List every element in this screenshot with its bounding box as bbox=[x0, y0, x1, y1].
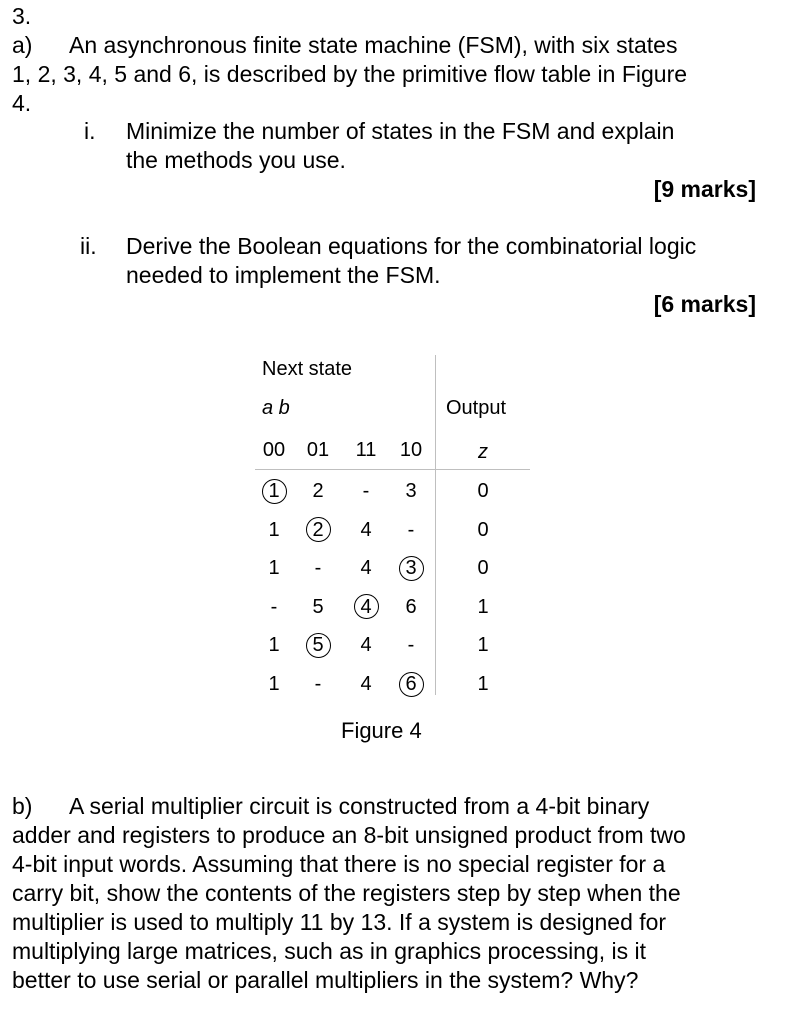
next-state-cell: - bbox=[270, 595, 278, 618]
stable-state-cell: 3 bbox=[405, 557, 417, 580]
output-header: Output bbox=[446, 397, 507, 419]
column-header: 01 bbox=[306, 439, 330, 461]
next-state-cell: 2 bbox=[312, 480, 324, 502]
part-a-line-2: 1, 2, 3, 4, 5 and 6, is described by the primitive flow table in Figure bbox=[12, 61, 688, 87]
table-horizontal-rule bbox=[255, 469, 530, 470]
next-state-cell: - bbox=[314, 557, 322, 580]
part-b-line-3: 4-bit input words. Assuming that there is no special register for a bbox=[12, 851, 666, 877]
next-state-cell: 1 bbox=[268, 673, 280, 695]
column-header: 10 bbox=[399, 439, 423, 461]
stable-state-cell: 1 bbox=[268, 480, 280, 502]
next-state-cell: 1 bbox=[268, 634, 280, 657]
next-state-cell: 1 bbox=[268, 557, 280, 580]
next-state-cell: 5 bbox=[312, 595, 324, 618]
next-state-cell: - bbox=[314, 673, 322, 695]
part-b-line-5: multiplier is used to multiply 11 by 13. If a system is designed for bbox=[12, 909, 667, 935]
next-state-cell: - bbox=[407, 634, 415, 657]
part-b-line-4: carry bit, show the contents of the registers step by step when the bbox=[12, 880, 681, 906]
figure-caption: Figure 4 bbox=[341, 718, 422, 743]
output-cell: 0 bbox=[477, 480, 489, 502]
stable-state-circle bbox=[399, 672, 424, 697]
stable-state-circle bbox=[354, 594, 379, 619]
next-state-cell: 6 bbox=[405, 595, 417, 618]
output-cell: 0 bbox=[477, 557, 489, 580]
sub-ii-line-2: needed to implement the FSM. bbox=[126, 262, 441, 288]
part-b-line-1: A serial multiplier circuit is constructed from a 4-bit binary bbox=[69, 793, 650, 819]
output-cell: 0 bbox=[477, 518, 489, 541]
sub-ii-marks: [6 marks] bbox=[653, 291, 756, 317]
part-a-line-1: An asynchronous finite state machine (FSM), with six states bbox=[69, 32, 678, 58]
stable-state-circle bbox=[399, 556, 424, 581]
column-header: 11 bbox=[355, 439, 377, 461]
part-a-line-3: 4. bbox=[12, 90, 32, 116]
next-state-cell: 4 bbox=[360, 634, 372, 657]
part-b-line-6: multiplying large matrices, such as in graphics processing, is it bbox=[12, 938, 647, 964]
question-number: 3. bbox=[12, 3, 32, 29]
output-cell: 1 bbox=[477, 595, 489, 618]
stable-state-cell: 4 bbox=[360, 595, 372, 618]
next-state-cell: 3 bbox=[405, 480, 417, 502]
table-vertical-rule bbox=[435, 355, 436, 695]
stable-state-cell: 5 bbox=[312, 634, 324, 657]
output-cell: 1 bbox=[477, 634, 489, 657]
sub-i-line-1: Minimize the number of states in the FSM and explain bbox=[126, 118, 675, 144]
stable-state-circle bbox=[306, 517, 331, 542]
column-header: 00 bbox=[262, 439, 286, 461]
stable-state-circle bbox=[262, 479, 287, 504]
next-state-cell: - bbox=[362, 480, 370, 502]
inputs-label: a b bbox=[262, 397, 290, 419]
next-state-label: Next state bbox=[262, 358, 353, 380]
next-state-cell: - bbox=[407, 518, 415, 541]
stable-state-cell: 2 bbox=[312, 518, 324, 541]
stable-state-cell: 6 bbox=[405, 673, 417, 695]
output-variable: z bbox=[478, 441, 488, 463]
sub-ii-line-1: Derive the Boolean equations for the combinatorial logic bbox=[126, 233, 697, 259]
next-state-cell: 4 bbox=[360, 557, 372, 580]
part-b-line-7: better to use serial or parallel multipliers in the system? Why? bbox=[12, 967, 639, 993]
next-state-cell: 4 bbox=[360, 518, 372, 541]
sub-i-marks: [9 marks] bbox=[653, 176, 756, 202]
stable-state-circle bbox=[306, 633, 331, 658]
sub-i-label: i. bbox=[84, 118, 96, 144]
next-state-cell: 1 bbox=[268, 518, 280, 541]
sub-ii-label: ii. bbox=[80, 233, 97, 259]
part-a-label: a) bbox=[12, 32, 33, 58]
part-b-label: b) bbox=[12, 793, 33, 819]
sub-i-line-2: the methods you use. bbox=[126, 147, 346, 173]
next-state-cell: 4 bbox=[360, 673, 372, 695]
part-b-line-2: adder and registers to produce an 8-bit unsigned product from two bbox=[12, 822, 686, 848]
output-cell: 1 bbox=[477, 673, 489, 695]
